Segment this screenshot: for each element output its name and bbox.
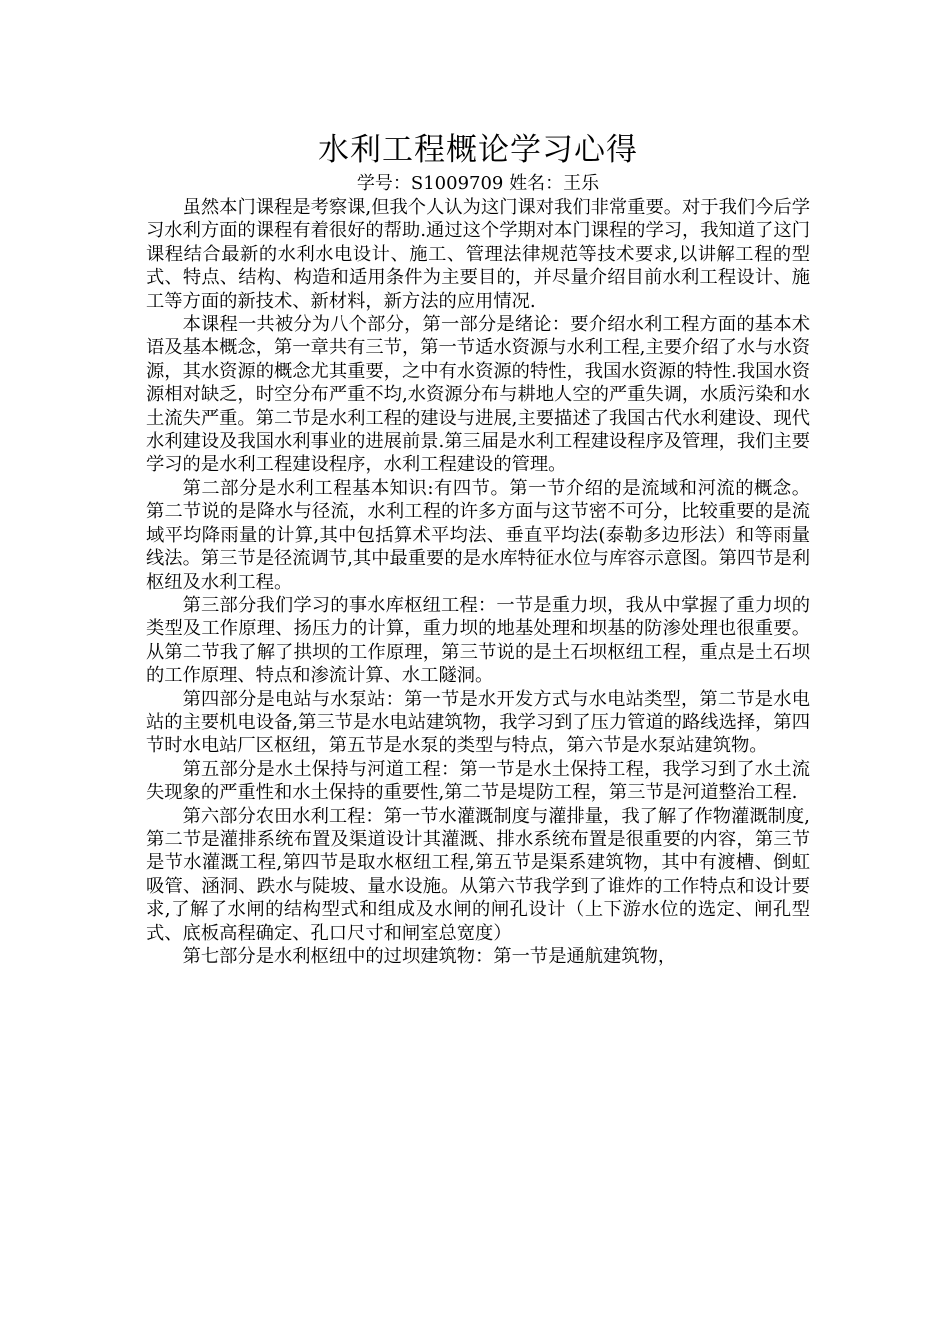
paragraph-part-four: 第四部分是电站与水泵站：第一节是水开发方式与水电站类型，第二节是水电站的主要机电设备,第三节是水电站建筑物，我学习到了压力管道的路线选择，第四节时水电站厂区枢纽，第五节是水泵的类型与特点，第六节是水泵站建筑物。 — [146, 688, 810, 757]
paragraph-part-one: 本课程一共被分为八个部分，第一部分是绪论：要介绍水利工程方面的基本术语及基本概念，第一章共有三节，第一节适水资源与水利工程,主要介绍了水与水资源，其水资源的概念尤其重要，之中有水资源的特性，我国水资源的特性.我国水资源相对缺乏，时空分布严重不均,水资源分布与耕地人空的严重失调，水质污染和水土流失严重。第二节是水利工程的建设与进展,主要描述了我国古代水利建设、现代水利建设及我国水利事业的进展前景.第三届是水利工程建设程序及管理，我们主要学习的是水利工程建设程序，水利工程建设的管理。 — [146, 314, 810, 476]
paragraph-part-seven: 第七部分是水利枢纽中的过坝建筑物：第一节是通航建筑物， — [182, 946, 677, 967]
paragraph-part-three: 第三部分我们学习的事水库枢纽工程：一节是重力坝，我从中掌握了重力坝的类型及工作原理、扬压力的计算，重力坝的地基处理和坝基的防渗处理也很重要。从第二节我了解了拱坝的工作原理，第三节说的是土石坝枢纽工程，重点是土石坝的工作原理、特点和渗流计算、水工隧洞。 — [146, 594, 810, 687]
paragraph-intro: 虽然本门课程是考察课,但我个人认为这门课对我们非常重要。对于我们今后学习水利方面的课程有着很好的帮助.通过这个学期对本门课程的学习，我知道了这门课程结合最新的水利水电设计、施工、管理法律规范等技术要求,以讲解工程的型式、特点、结构、构造和适用条件为主要目的，并尽量介绍目前水利工程设计、施工等方面的新技术、新材料，新方法的应用情况. — [146, 197, 810, 312]
paragraph-part-two: 第二部分是水利工程基本知识:有四节。第一节介绍的是流域和河流的概念。第二节说的是降水与径流，水利工程的许多方面与这节密不可分，比较重要的是流域平均降雨量的计算,其中包括算术平均法、垂直平均法(泰勒多边形法）和等雨量线法。第三节是径流调节,其中最重要的是水库特征水位与库容示意图。第四节是利枢纽及水利工程。 — [146, 477, 810, 593]
document-title: 水利工程概论学习心得 — [318, 132, 638, 168]
student-info: 学号：S1009709 姓名：王乐 — [356, 173, 600, 194]
document-page — [146, 128, 810, 968]
paragraph-part-five: 第五部分是水土保持与河道工程：第一节是水土保持工程，我学习到了水土流失现象的严重性和水土保持的重要性,第二节是堤防工程，第三节是河道整治工程. — [146, 758, 810, 804]
paragraph-part-six: 第六部分农田水利工程：第一节水灌溉制度与灌排量，我了解了作物灌溉制度,第二节是灌排系统布置及渠道设计其灌溉、排水系统布置是很重要的内容，第三节是节水灌溉工程,第四节是取水枢纽工程,第五节是渠系建筑物，其中有渡槽、倒虹吸管、涵洞、跌水与陡坡、量水设施。从第六节我学到了谁炸的工作特点和设计要求,了解了水闸的结构型式和组成及水闸的闸孔设计（上下游水位的选定、闸孔型式、底板高程确定、孔口尺寸和闸室总宽度） — [146, 805, 810, 944]
